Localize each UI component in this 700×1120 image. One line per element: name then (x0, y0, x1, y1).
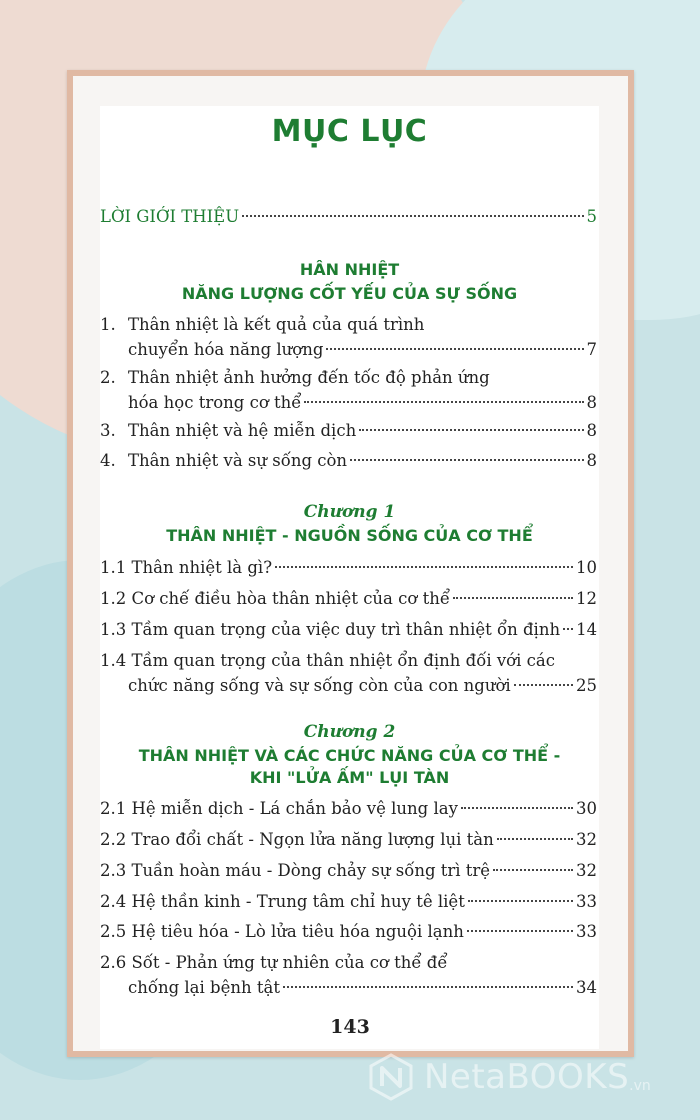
toc-page-number: 8 (586, 451, 597, 470)
chapter-label: Chương 2 (303, 722, 396, 742)
toc-page-number: 32 (576, 830, 597, 849)
toc-entry (100, 922, 597, 948)
chapter-heading: THÂN NHIỆT VÀ CÁC CHỨC NĂNG CỦA CƠ THỂ - (138, 746, 561, 765)
toc-entry (100, 861, 597, 887)
toc-entry-label: chống lại bệnh tật (128, 978, 280, 997)
section-heading: HÂN NHIỆT (299, 260, 400, 279)
dot-leader (493, 869, 573, 871)
dot-leader (350, 459, 583, 461)
watermark-suffix: .vn (629, 1078, 651, 1094)
netabooks-logo-icon (366, 1052, 416, 1102)
toc-entry (100, 830, 597, 856)
toc-entry (100, 892, 597, 918)
toc-entry-continuation (100, 978, 597, 1004)
toc-entry-label: 2.5 Hệ tiêu hóa - Lò lửa tiêu hóa nguội lạnh (100, 922, 464, 941)
toc-entry-number: 3. (100, 421, 116, 440)
page-title: MỤC LỤC (271, 114, 428, 149)
toc-entry (100, 620, 597, 646)
toc-page-number: 34 (576, 978, 597, 997)
toc-page (100, 106, 599, 1049)
toc-page-number: 33 (576, 922, 597, 941)
toc-page-number: 5 (586, 207, 597, 226)
toc-entry-label: 1.2 Cơ chế điều hòa thân nhiệt của cơ thể (100, 589, 450, 608)
toc-entry-number: 2. (100, 368, 116, 387)
toc-entry (100, 953, 597, 979)
dot-leader (242, 215, 583, 217)
toc-entry-label: 2.1 Hệ miễn dịch - Lá chắn bảo vệ lung lay (100, 799, 458, 818)
toc-entry-continuation (100, 340, 597, 366)
toc-entry (100, 451, 597, 477)
toc-page-number: 12 (576, 589, 597, 608)
toc-page-number: 14 (576, 620, 598, 639)
toc-entry-continuation (100, 676, 597, 702)
dot-leader (497, 838, 573, 840)
watermark-brand: NetaBOOKS (424, 1057, 630, 1097)
toc-page-number: 8 (586, 393, 597, 412)
toc-entry (100, 589, 597, 615)
toc-entry-label: hóa học trong cơ thể (128, 393, 302, 412)
toc-entry-label: 2.3 Tuần hoàn máu - Dòng chảy sự sống trì trệ (100, 861, 491, 880)
dot-leader (563, 628, 573, 630)
toc-entry-label: Thân nhiệt và sự sống còn (128, 451, 348, 470)
chapter-heading: THÂN NHIỆT - NGUỒN SỐNG CỦA CƠ THỂ (166, 526, 533, 545)
section-heading: NĂNG LƯỢNG CỐT YẾU CỦA SỰ SỐNG (181, 284, 518, 303)
toc-entry-label: 1.3 Tầm quan trọng của việc duy trì thân nhiệt ổn định (100, 620, 561, 639)
dot-leader (514, 684, 573, 686)
dot-leader (453, 597, 573, 599)
dot-leader (304, 401, 583, 403)
toc-entry-label: Thân nhiệt ảnh hưởng đến tốc độ phản ứng (128, 368, 490, 387)
toc-page-number: 8 (586, 421, 597, 440)
toc-page-number: 10 (576, 558, 597, 577)
dot-leader (283, 986, 573, 988)
dot-leader (326, 348, 583, 350)
chapter-heading: KHI "LỬA ẤM" LỤI TÀN (249, 768, 450, 787)
toc-entry-label: Thân nhiệt là kết quả của quá trình (128, 315, 425, 334)
dot-leader (275, 566, 573, 568)
toc-entry-number: 1. (100, 315, 116, 334)
toc-entry-label: 2.4 Hệ thần kinh - Trung tâm chỉ huy tê liệt (100, 892, 465, 911)
page-number: 143 (330, 1016, 370, 1038)
toc-entry-continuation (100, 393, 597, 419)
toc-entry-intro (100, 207, 597, 233)
toc-entry-label: LỜI GIỚI THIỆU (100, 207, 240, 226)
chapter-label: Chương 1 (303, 502, 396, 522)
toc-page-number: 25 (576, 676, 597, 695)
toc-entry-label: 2.6 Sốt - Phản ứng tự nhiên của cơ thể để (100, 953, 448, 972)
toc-entry (100, 651, 597, 677)
toc-entry (100, 799, 597, 825)
toc-entry-label: 1.1 Thân nhiệt là gì? (100, 558, 273, 577)
toc-entry-label: chuyển hóa năng lượng (128, 340, 324, 359)
dot-leader (461, 807, 573, 809)
dot-leader (468, 900, 573, 902)
toc-page-number: 7 (586, 340, 597, 359)
toc-entry (100, 421, 597, 447)
dot-leader (359, 429, 583, 431)
toc-entry-number: 4. (100, 451, 116, 470)
toc-page-number: 30 (576, 799, 597, 818)
toc-entry (100, 558, 597, 584)
toc-entry (100, 368, 597, 394)
toc-entry-label: chức năng sống và sự sống còn của con người (128, 676, 511, 695)
dot-leader (467, 930, 573, 932)
toc-page-number: 33 (576, 892, 597, 911)
toc-page-number: 32 (576, 861, 597, 880)
toc-entry-label: 2.2 Trao đổi chất - Ngọn lửa năng lượng lụi tàn (100, 830, 494, 849)
toc-entry (100, 315, 597, 341)
toc-entry-label: 1.4 Tầm quan trọng của thân nhiệt ổn định đối với các (100, 651, 555, 670)
watermark (366, 1052, 651, 1102)
toc-entry-label: Thân nhiệt và hệ miễn dịch (128, 421, 357, 440)
